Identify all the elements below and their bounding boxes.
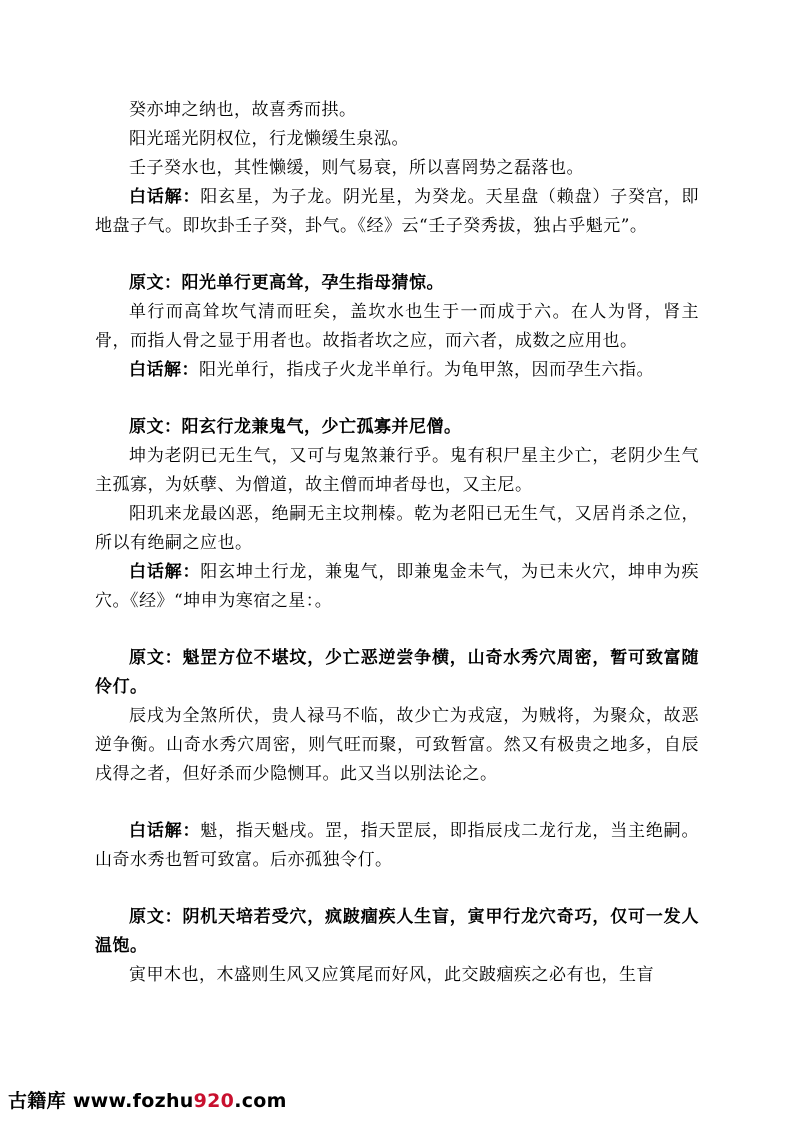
commentary-label: 白话解： — [129, 821, 201, 841]
section-gap — [95, 875, 699, 903]
commentary-paragraph — [95, 558, 699, 616]
section-heading: 原文：阳光单行更高耸，孕生指母猜惊。 — [129, 273, 444, 293]
commentary-label: 白话解： — [129, 562, 201, 582]
section-gap — [95, 616, 699, 644]
commentary-text: 魁，指天魁戌。罡，指天罡辰，即指辰戌二龙行龙，当主绝嗣。山奇水秀也暂可致富。后亦孤独令仃。 — [95, 821, 700, 870]
commentary-paragraph — [95, 356, 699, 385]
commentary-label: 白话解： — [129, 187, 201, 207]
paragraph: 坤为老阴已无生气，又可与鬼煞兼行乎。鬼有积尸星主少亡，老阴少生气主孤寡，为妖孽、为僧道，故主僧而坤者母也，又主尼。 — [95, 446, 699, 495]
paragraph: 单行而高耸坎气清而旺矣，盖坎水也生于一而成于六。在人为肾，肾主骨，而指人骨之显于用者也。故指者坎之应，而六者，成数之应用也。 — [95, 302, 699, 351]
section-heading: 原文：魁罡方位不堪坟，少亡恶逆尝争横，山奇水秀穴周密，暂可致富随伶仃。 — [95, 648, 699, 697]
paragraph: 辰戌为全煞所伏，贵人禄马不临，故少亡为戎寇，为贼将，为聚众，故恶逆争衡。山奇水秀穴周密，则气旺而聚，可致暂富。然又有极贵之地多，自辰戌得之者，但好杀而少隐恻耳。此又当以别法论之。 — [95, 706, 699, 784]
commentary-paragraph — [95, 183, 699, 241]
section-gap — [95, 789, 699, 817]
commentary-text: 阳玄坤土行龙，兼鬼气，即兼鬼金未气，为已未火穴，坤申为疾穴。《经》“坤申为寒宿之星：。 — [95, 562, 700, 611]
footer-domain-part: www.fozhu — [65, 1090, 194, 1112]
commentary-label: 白话解： — [129, 360, 199, 380]
document-body — [95, 96, 699, 990]
section-heading: 原文：阳玄行龙兼鬼气，少亡孤寡并尼僧。 — [129, 417, 462, 437]
commentary-text: 阳光单行，指戌子火龙半单行。为龟甲煞，因而孕生六指。 — [199, 360, 654, 380]
paragraph: 阳光瑶光阴权位，行龙懒缓生泉泓。 — [129, 129, 409, 149]
footer-site-name: 古籍库 — [8, 1090, 66, 1112]
footer-domain-suffix: .com — [234, 1090, 287, 1112]
commentary-text: 阳玄星，为子龙。阴光星，为癸龙。天星盘（赖盘）子癸宫，即地盘子气。即坎卦壬子癸，卦气。《经》云“壬子癸秀拔，独占乎魁元”。 — [95, 187, 700, 236]
paragraph: 阳玑来龙最凶恶，绝嗣无主坟荆榛。乾为老阳已无生气，又居肖杀之位，所以有绝嗣之应也。 — [95, 504, 699, 553]
paragraph: 壬子癸水也，其性懒缓，则气易衰，所以喜罔势之磊落也。 — [129, 158, 584, 178]
commentary-paragraph — [95, 817, 699, 875]
section-gap — [95, 241, 699, 269]
section-gap — [95, 385, 699, 413]
footer-domain-number: 920 — [193, 1090, 235, 1112]
section-heading: 原文：阴机天培若受穴，疯跛痼疾人生盲，寅甲行龙穴奇巧，仅可一发人温饱。 — [95, 907, 699, 956]
footer-watermark — [8, 1086, 287, 1113]
paragraph: 寅甲木也，木盛则生风又应箕尾而好风，此交跛痼疾之必有也，生盲 — [129, 965, 654, 985]
paragraph: 癸亦坤之纳也，故喜秀而拱。 — [129, 100, 357, 120]
